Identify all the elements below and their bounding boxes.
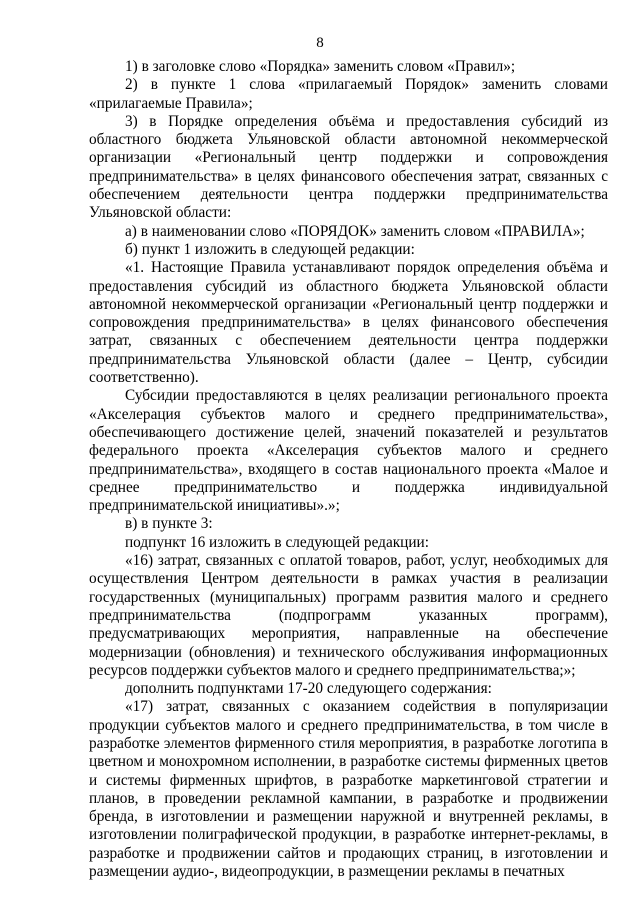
paragraph-4: а) в наименовании слово «ПОРЯДОК» заменить словом «ПРАВИЛА»; (125, 222, 585, 240)
page-number: 8 (316, 35, 324, 51)
paragraph-9: подпункт 16 изложить в следующей редакции: (125, 533, 429, 551)
paragraph-12: «17) затрат, связанных с оказанием содействия в популяризации продукции субъектов малого и среднего предпринимательства, в том числе в разработке элементов фирменного стиля мероприятия, в разработке логотипа в цветном и монохромном исполнении, в разработке системы фирменных цветов и системы фирменных шрифтов, в разработке маркетинговой стратегии и планов, в проведении рекламной кампании, в разработке и продвижении бренда, в изготовлении и размещении наружной и внутренней рекламы, в изготовлении полиграфической продукции, в разработке интернет-рекламы, в разработке и продвижении сайтов и продающих страниц, в изготовлении и размещении аудио-, видеопродукции, в размещении рекламы в печатных (89, 698, 608, 881)
paragraph-3: 3) в Порядке определения объёма и предоставления субсидий из областного бюджета Ульяновской области автономной некоммерческой организации «Региональный центр поддержки и сопровождения предпринимательства» в целях финансового обеспечения затрат, связанных с обеспечением деятельности центра поддержки предпринимательства Ульяновской области: (89, 112, 608, 222)
paragraph-1: 1) в заголовке слово «Порядка» заменить словом «Правил»; (125, 58, 516, 75)
paragraph-2: 2) в пункте 1 слова «прилагаемый Порядок» заменить словами «прилагаемые Правила»; (89, 76, 608, 112)
paragraph-6: «1. Настоящие Правила устанавливают порядок определения объёма и предоставления субсидий из областного бюджета Ульяновской области автономной некоммерческой организации «Региональный центр поддержки и сопровождения предпринимательства» в целях финансового обеспечения затрат, связанных с обеспечением деятельности центра поддержки предпринимательства Ульяновской области (далее – Центр, субсидии соответственно). (89, 259, 608, 387)
paragraph-11: дополнить подпунктами 17-20 следующего содержания: (125, 680, 492, 698)
paragraph-8: в) в пункте 3: (125, 515, 213, 533)
paragraph-7: Субсидии предоставляются в целях реализации регионального проекта «Акселерация субъектов малого и среднего предпринимательства», обеспечивающего достижение целей, значений показателей и результатов федерального проекта «Акселерация субъектов малого и среднего предпринимательства», входящего в состав национального проекта «Малое и среднее предпринимательство и поддержка индивидуальной предпринимательской инициативы».»; (89, 387, 608, 515)
document-body (89, 58, 608, 881)
paragraph-5: б) пункт 1 изложить в следующей редакции: (125, 240, 415, 258)
paragraph-10: «16) затрат, связанных с оплатой товаров, работ, услуг, необходимых для осуществления Центром деятельности в рамках участия в реализации государственных (муниципальных) программ развития малого и среднего предпринимательства (подпрограмм указанных программ), предусматривающих мероприятия, направленные на обеспечение модернизации (обновления) и технического обслуживания информационных ресурсов поддержки субъектов малого и среднего предпринимательства;»; (89, 552, 608, 679)
